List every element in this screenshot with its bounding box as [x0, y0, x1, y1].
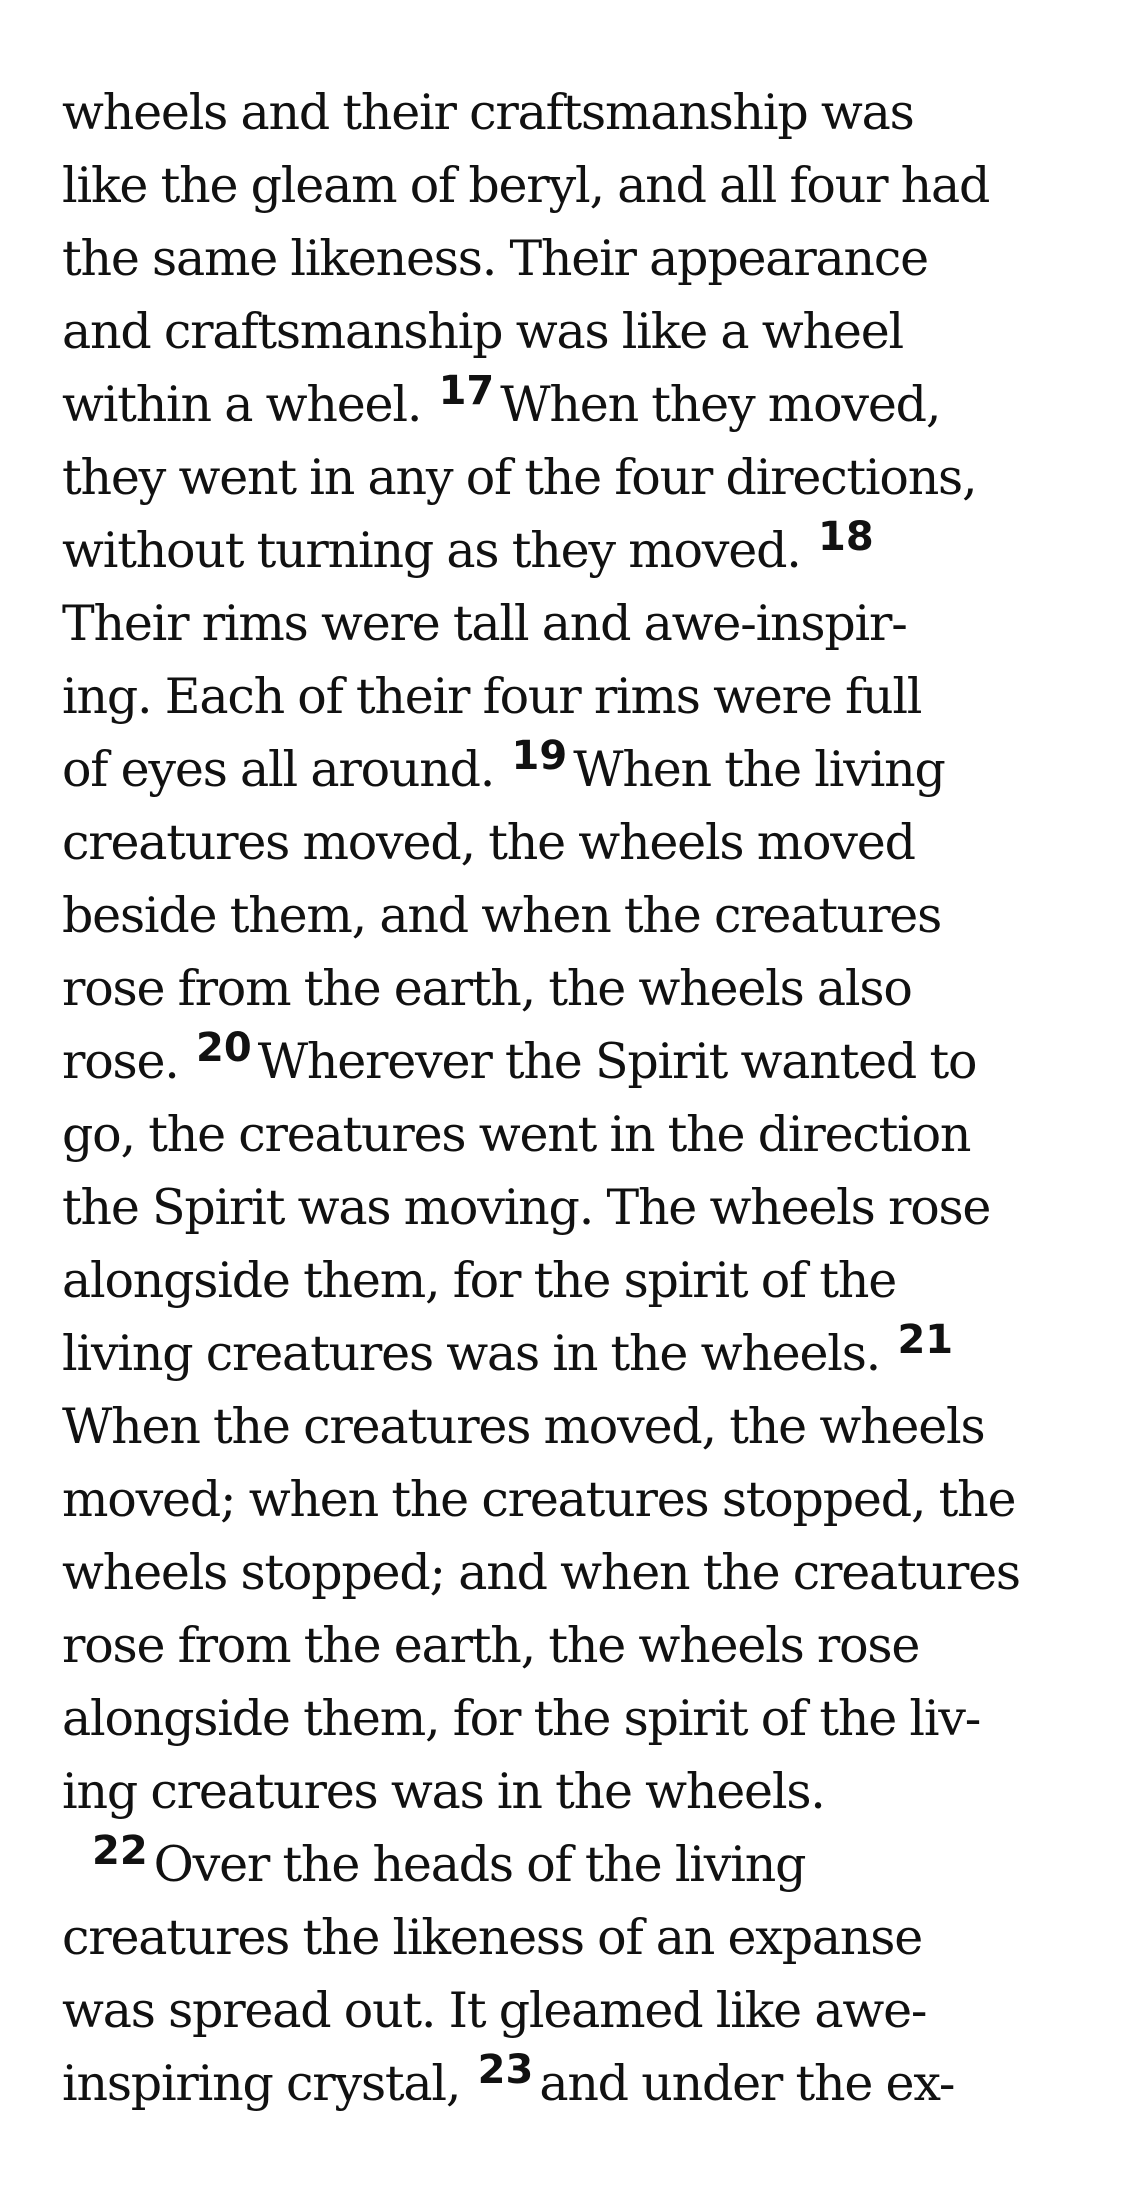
text-line: [62, 2047, 1102, 2120]
text-line: [62, 368, 1102, 441]
text-line: [62, 1463, 1102, 1536]
text-line: [62, 1244, 1102, 1317]
text-line: [62, 1755, 1102, 1828]
text-line: [62, 587, 1102, 660]
text-line: [62, 149, 1102, 222]
verse-text: beside them, and when the creatures: [62, 887, 942, 944]
verse-text: creatures the likeness of an expanse: [62, 1909, 923, 1966]
verse-number: 17: [438, 368, 495, 414]
verse-text: rose from the earth, the wheels also: [62, 960, 912, 1017]
verse-text: without turning as they moved.: [62, 522, 814, 579]
verse-number: 22: [92, 1828, 148, 1874]
verse-text: alongside them, for the spirit of the: [62, 1252, 896, 1309]
text-line: [62, 1682, 1102, 1755]
text-line: [62, 1536, 1102, 1609]
verse-text: of eyes all around.: [62, 741, 508, 798]
verse-text: When the creatures moved, the wheels: [62, 1398, 985, 1455]
text-line: [62, 952, 1102, 1025]
verse-text: When the living: [573, 741, 945, 798]
verse-number: 23: [477, 2047, 534, 2093]
text-line: [62, 295, 1102, 368]
text-line: [62, 1974, 1102, 2047]
text-line: [62, 1828, 1102, 1901]
text-line: [62, 1317, 1102, 1390]
verse-number: 19: [511, 733, 568, 779]
text-line: [62, 76, 1102, 149]
verse-text: Their rims were tall and awe-inspir-: [62, 595, 907, 652]
text-line: [62, 1609, 1102, 1682]
verse-text: Over the heads of the living: [153, 1836, 806, 1893]
text-line: [62, 514, 1102, 587]
verse-text: ing creatures was in the wheels.: [62, 1763, 825, 1820]
verse-text: the same likeness. Their appearance: [62, 230, 928, 287]
verse-text: within a wheel.: [62, 376, 435, 433]
text-line: [62, 1901, 1102, 1974]
text-line: [62, 222, 1102, 295]
text-line: [62, 1171, 1102, 1244]
verse-text: inspiring crystal,: [62, 2055, 474, 2112]
verse-text: living creatures was in the wheels.: [62, 1325, 894, 1382]
verse-text: the Spirit was moving. The wheels rose: [62, 1179, 991, 1236]
verse-text: like the gleam of beryl, and all four had: [62, 157, 990, 214]
text-line: [62, 1098, 1102, 1171]
text-line: [62, 441, 1102, 514]
text-line: [62, 879, 1102, 952]
verse-text: go, the creatures went in the direction: [62, 1106, 971, 1163]
verse-text: ing. Each of their four rims were full: [62, 668, 922, 725]
verse-text: they went in any of the four directions,: [62, 449, 977, 506]
text-line: [62, 1390, 1102, 1463]
verse-text: and under the ex-: [539, 2055, 955, 2112]
verse-number: 20: [196, 1025, 252, 1071]
verse-text: Wherever the Spirit wanted to: [257, 1033, 977, 1090]
verse-text: rose.: [62, 1033, 193, 1090]
scripture-passage: [62, 76, 1102, 2120]
verse-text: was spread out. It gleamed like awe-: [62, 1982, 927, 2039]
verse-text: and craftsmanship was like a wheel: [62, 303, 903, 360]
verse-text: wheels stopped; and when the creatures: [62, 1544, 1020, 1601]
text-line: [62, 660, 1102, 733]
verse-text: moved; when the creatures stopped, the: [62, 1471, 1016, 1528]
verse-text: alongside them, for the spirit of the liv-: [62, 1690, 981, 1747]
verse-text: When they moved,: [500, 376, 941, 433]
text-line: [62, 1025, 1102, 1098]
verse-number: 18: [818, 514, 874, 560]
text-line: [62, 806, 1102, 879]
verse-text: rose from the earth, the wheels rose: [62, 1617, 920, 1674]
text-line: [62, 733, 1102, 806]
verse-text: wheels and their craftsmanship was: [62, 84, 914, 141]
verse-number: 21: [897, 1317, 954, 1363]
verse-text: creatures moved, the wheels moved: [62, 814, 915, 871]
